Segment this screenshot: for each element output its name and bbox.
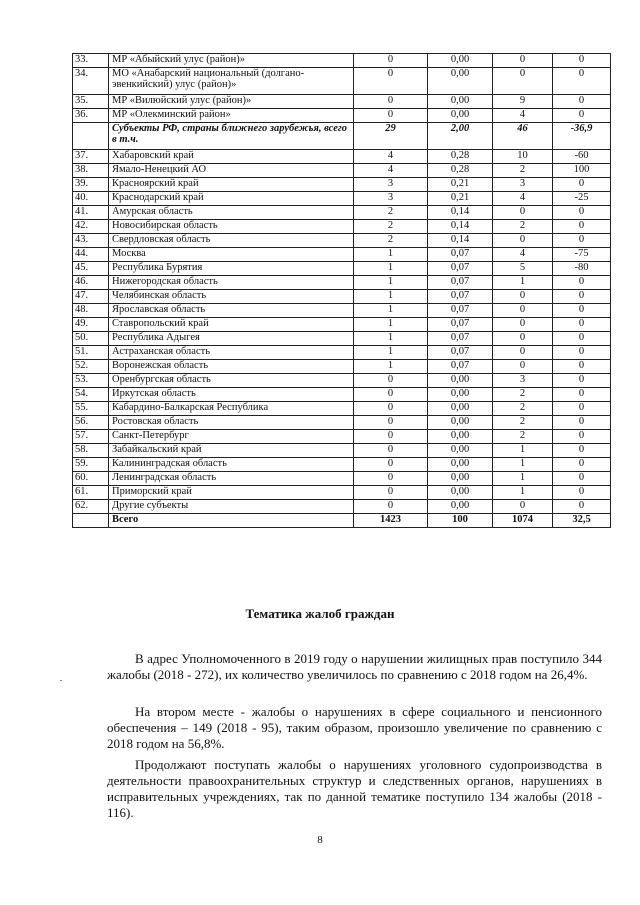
row-number: 59.	[73, 458, 109, 472]
complaints-2018: 0	[493, 346, 553, 360]
region-name: МР «Абыйский улус (район)»	[109, 54, 354, 68]
complaints-2018: 0	[493, 500, 553, 514]
row-number	[73, 514, 109, 528]
complaints-2018: 0	[493, 360, 553, 374]
region-name: Субъекты РФ, страны ближнего зарубежья, всего в т.ч.	[109, 123, 354, 150]
page-number: 8	[317, 834, 323, 846]
table-row	[73, 248, 611, 262]
complaints-2018: 4	[493, 248, 553, 262]
complaints-2019: 0	[354, 444, 428, 458]
change-percent: 0	[553, 388, 611, 402]
region-name: Астраханская область	[109, 346, 354, 360]
complaints-2019: 2	[354, 234, 428, 248]
share-percent: 0,07	[428, 318, 493, 332]
complaints-2019: 0	[354, 458, 428, 472]
share-percent: 0,00	[428, 54, 493, 68]
complaints-2019: 2	[354, 220, 428, 234]
complaints-2018: 3	[493, 178, 553, 192]
change-percent: -75	[553, 248, 611, 262]
change-percent: 0	[553, 220, 611, 234]
share-percent: 0,00	[428, 402, 493, 416]
table-row	[73, 276, 611, 290]
complaints-2018: 0	[493, 304, 553, 318]
complaints-2019: 3	[354, 178, 428, 192]
table-row	[73, 388, 611, 402]
share-percent: 0,00	[428, 95, 493, 109]
row-number: 46.	[73, 276, 109, 290]
complaints-2018: 4	[493, 109, 553, 123]
row-number: 40.	[73, 192, 109, 206]
table-row	[73, 123, 611, 150]
table-row	[73, 514, 611, 528]
complaints-2019: 1	[354, 290, 428, 304]
complaints-2019: 0	[354, 68, 428, 95]
table-row	[73, 164, 611, 178]
region-name: Москва	[109, 248, 354, 262]
table-row	[73, 318, 611, 332]
share-percent: 0,00	[428, 374, 493, 388]
complaints-2019: 0	[354, 500, 428, 514]
change-percent: 0	[553, 234, 611, 248]
complaints-2018: 1	[493, 444, 553, 458]
change-percent: 0	[553, 68, 611, 95]
complaints-2019: 1	[354, 262, 428, 276]
complaints-2018: 0	[493, 54, 553, 68]
table-row	[73, 416, 611, 430]
change-percent: 0	[553, 206, 611, 220]
complaints-2018: 46	[493, 123, 553, 150]
complaints-2018: 2	[493, 164, 553, 178]
complaints-2019: 0	[354, 486, 428, 500]
complaints-2018: 2	[493, 388, 553, 402]
row-number: 35.	[73, 95, 109, 109]
complaints-2019: 1	[354, 304, 428, 318]
complaints-2018: 1074	[493, 514, 553, 528]
row-number: 37.	[73, 150, 109, 164]
complaints-2019: 29	[354, 123, 428, 150]
share-percent: 0,07	[428, 248, 493, 262]
complaints-2018: 1	[493, 276, 553, 290]
row-number	[73, 123, 109, 150]
share-percent: 0,00	[428, 388, 493, 402]
complaints-2019: 0	[354, 95, 428, 109]
region-name: МО «Анабарский национальный (долгано-эвенкийский) улус (район)»	[109, 68, 354, 95]
complaints-2019: 4	[354, 150, 428, 164]
row-number: 58.	[73, 444, 109, 458]
complaints-2019: 1	[354, 346, 428, 360]
table-row	[73, 346, 611, 360]
region-name: Кабардино-Балкарская Республика	[109, 402, 354, 416]
table-row	[73, 332, 611, 346]
change-percent: 0	[553, 178, 611, 192]
share-percent: 0,28	[428, 164, 493, 178]
share-percent: 0,00	[428, 486, 493, 500]
change-percent: 0	[553, 346, 611, 360]
region-name: Ярославская область	[109, 304, 354, 318]
table-row	[73, 472, 611, 486]
row-number: 44.	[73, 248, 109, 262]
complaints-2018: 4	[493, 192, 553, 206]
table-row	[73, 402, 611, 416]
row-number: 42.	[73, 220, 109, 234]
change-percent: 0	[553, 416, 611, 430]
table-row	[73, 95, 611, 109]
complaints-2018: 2	[493, 416, 553, 430]
change-percent: 0	[553, 276, 611, 290]
share-percent: 0,14	[428, 206, 493, 220]
complaints-2019: 0	[354, 430, 428, 444]
share-percent: 0,00	[428, 500, 493, 514]
change-percent: 0	[553, 500, 611, 514]
row-number: 38.	[73, 164, 109, 178]
table-row	[73, 109, 611, 123]
change-percent: 0	[553, 430, 611, 444]
row-number: 43.	[73, 234, 109, 248]
region-name: Республика Адыгея	[109, 332, 354, 346]
row-number: 34.	[73, 68, 109, 95]
region-name: Санкт-Петербург	[109, 430, 354, 444]
complaints-2018: 10	[493, 150, 553, 164]
table-row	[73, 458, 611, 472]
share-percent: 2,00	[428, 123, 493, 150]
row-number: 51.	[73, 346, 109, 360]
change-percent: -25	[553, 192, 611, 206]
table-row	[73, 360, 611, 374]
complaints-2019: 1	[354, 276, 428, 290]
row-number: 54.	[73, 388, 109, 402]
row-number: 47.	[73, 290, 109, 304]
share-percent: 0,07	[428, 360, 493, 374]
row-number: 61.	[73, 486, 109, 500]
complaints-2018: 1	[493, 458, 553, 472]
complaints-2018: 2	[493, 402, 553, 416]
row-number: 45.	[73, 262, 109, 276]
region-name: Хабаровский край	[109, 150, 354, 164]
complaints-2018: 0	[493, 68, 553, 95]
row-number: 55.	[73, 402, 109, 416]
complaints-2019: 0	[354, 374, 428, 388]
share-percent: 0,00	[428, 68, 493, 95]
share-percent: 0,28	[428, 150, 493, 164]
region-name: Другие субъекты	[109, 500, 354, 514]
share-percent: 0,00	[428, 458, 493, 472]
change-percent: 0	[553, 374, 611, 388]
row-number: 50.	[73, 332, 109, 346]
complaints-table-body	[73, 54, 611, 528]
region-name: Красноярский край	[109, 178, 354, 192]
table-row	[73, 262, 611, 276]
complaints-2018: 9	[493, 95, 553, 109]
row-number: 48.	[73, 304, 109, 318]
table-row	[73, 444, 611, 458]
share-percent: 0,14	[428, 220, 493, 234]
share-percent: 0,00	[428, 430, 493, 444]
complaints-2018: 3	[493, 374, 553, 388]
complaints-2018: 1	[493, 472, 553, 486]
complaints-2018: 2	[493, 430, 553, 444]
row-number: 53.	[73, 374, 109, 388]
row-number: 52.	[73, 360, 109, 374]
change-percent: 0	[553, 472, 611, 486]
table-row	[73, 500, 611, 514]
region-name: Краснодарский край	[109, 192, 354, 206]
paragraph-criminal: Продолжают поступать жалобы о нарушениях уголовного судопроизводства в деятельности правоохранительных структур и следственных органов, нарушениях в исправительных учреждениях, так по данной тематике поступило 134 жалобы (2018 - 116).	[107, 757, 602, 820]
change-percent: 0	[553, 109, 611, 123]
row-number: 60.	[73, 472, 109, 486]
row-number: 49.	[73, 318, 109, 332]
share-percent: 0,07	[428, 332, 493, 346]
change-percent: 0	[553, 332, 611, 346]
share-percent: 0,00	[428, 444, 493, 458]
table-row	[73, 192, 611, 206]
complaints-2019: 3	[354, 192, 428, 206]
region-name: Республика Бурятия	[109, 262, 354, 276]
change-percent: -36,9	[553, 123, 611, 150]
table-row	[73, 374, 611, 388]
change-percent: 32,5	[553, 514, 611, 528]
region-name: Воронежская область	[109, 360, 354, 374]
complaints-2019: 0	[354, 109, 428, 123]
paragraph-housing: В адрес Уполномоченного в 2019 году о нарушении жилищных прав поступило 344 жалобы (2018 - 272), их количество увеличилось по сравнению с 2018 годом на 26,4%.	[107, 651, 602, 682]
change-percent: 0	[553, 402, 611, 416]
row-number: 56.	[73, 416, 109, 430]
complaints-2019: 0	[354, 402, 428, 416]
paragraph-social: На втором месте - жалобы о нарушениях в сфере социального и пенсионного обеспечения – 149 (2018 - 95), таким образом, произошло увеличение по сравнению с 2018 годом на 56,8%.	[107, 704, 602, 751]
change-percent: 100	[553, 164, 611, 178]
row-number: 36.	[73, 109, 109, 123]
row-number: 57.	[73, 430, 109, 444]
share-percent: 0,00	[428, 416, 493, 430]
table-row	[73, 68, 611, 95]
region-name: Свердловская область	[109, 234, 354, 248]
table-row	[73, 304, 611, 318]
region-name: МР «Вилюйский улус (район)»	[109, 95, 354, 109]
row-number: 41.	[73, 206, 109, 220]
complaints-2018: 1	[493, 486, 553, 500]
table-row	[73, 54, 611, 68]
share-percent: 0,07	[428, 276, 493, 290]
table-row	[73, 290, 611, 304]
region-name: Калининградская область	[109, 458, 354, 472]
share-percent: 100	[428, 514, 493, 528]
row-number: 39.	[73, 178, 109, 192]
complaints-2019: 1	[354, 332, 428, 346]
change-percent: 0	[553, 360, 611, 374]
table-row	[73, 206, 611, 220]
change-percent: 0	[553, 290, 611, 304]
section-heading: Тематика жалоб граждан	[245, 606, 395, 621]
region-name: Амурская область	[109, 206, 354, 220]
complaints-2019: 1	[354, 248, 428, 262]
region-name: Приморский край	[109, 486, 354, 500]
complaints-2018: 5	[493, 262, 553, 276]
change-percent: 0	[553, 486, 611, 500]
region-name: Всего	[109, 514, 354, 528]
change-percent: 0	[553, 95, 611, 109]
complaints-2018: 0	[493, 332, 553, 346]
region-name: Забайкальский край	[109, 444, 354, 458]
change-percent: 0	[553, 444, 611, 458]
scan-mark	[60, 680, 62, 681]
complaints-2019: 1	[354, 318, 428, 332]
share-percent: 0,07	[428, 346, 493, 360]
region-name: Ставропольский край	[109, 318, 354, 332]
complaints-2019: 0	[354, 416, 428, 430]
complaints-2019: 4	[354, 164, 428, 178]
table-row	[73, 178, 611, 192]
change-percent: -60	[553, 150, 611, 164]
table-row	[73, 430, 611, 444]
table-row	[73, 486, 611, 500]
row-number: 62.	[73, 500, 109, 514]
change-percent: 0	[553, 318, 611, 332]
table-row	[73, 234, 611, 248]
region-name: Ямало-Ненецкий АО	[109, 164, 354, 178]
complaints-2019: 1	[354, 360, 428, 374]
region-name: Ростовская область	[109, 416, 354, 430]
region-name: Челябинская область	[109, 290, 354, 304]
region-name: Оренбургская область	[109, 374, 354, 388]
complaints-2019: 1423	[354, 514, 428, 528]
complaints-2019: 2	[354, 206, 428, 220]
share-percent: 0,21	[428, 192, 493, 206]
complaints-2018: 2	[493, 220, 553, 234]
complaints-2018: 0	[493, 206, 553, 220]
complaints-2018: 0	[493, 290, 553, 304]
share-percent: 0,00	[428, 472, 493, 486]
region-name: Иркутская область	[109, 388, 354, 402]
region-name: МР «Олекминский район»	[109, 109, 354, 123]
share-percent: 0,14	[428, 234, 493, 248]
complaints-2019: 0	[354, 54, 428, 68]
change-percent: 0	[553, 54, 611, 68]
complaints-table	[72, 53, 611, 528]
share-percent: 0,07	[428, 262, 493, 276]
complaints-2018: 0	[493, 234, 553, 248]
table-row	[73, 220, 611, 234]
complaints-2019: 0	[354, 388, 428, 402]
region-name: Нижегородская область	[109, 276, 354, 290]
complaints-2019: 0	[354, 472, 428, 486]
share-percent: 0,07	[428, 304, 493, 318]
region-name: Ленинградская область	[109, 472, 354, 486]
share-percent: 0,07	[428, 290, 493, 304]
share-percent: 0,21	[428, 178, 493, 192]
share-percent: 0,00	[428, 109, 493, 123]
region-name: Новосибирская область	[109, 220, 354, 234]
table-row	[73, 150, 611, 164]
change-percent: -80	[553, 262, 611, 276]
complaints-2018: 0	[493, 318, 553, 332]
row-number: 33.	[73, 54, 109, 68]
change-percent: 0	[553, 304, 611, 318]
change-percent: 0	[553, 458, 611, 472]
